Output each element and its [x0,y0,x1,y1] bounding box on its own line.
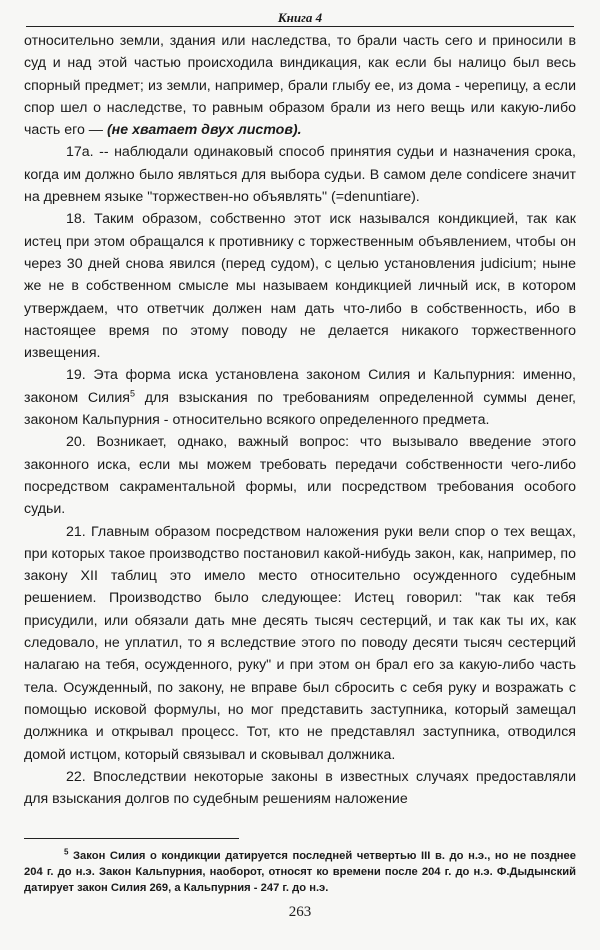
footnote-marker: 5 [64,847,69,857]
paragraph-22: 22. Впоследствии некоторые законы в известных случаях предоставляли для взыскания долгов по судебным решениям наложение [24,768,576,808]
paragraph-text: для взыскания по требованиям определенной суммы денег, законом Кальпурния - относительно всякого определенного предмета. [24,389,576,429]
paragraph-18: 18. Таким образом, собственно этот иск назывался кондикцией, так как истец при этом обращался к противнику с торжественным объявлением, чтобы он через 30 дней снова явился (перед судом), с целью установления judicium; ныне же не в собственном смысле мы называем кондикцией личный иск, в котором утверждаем, что ответчик должен нам дать что-либо в собственность, ибо в настоящее время по этому поводу не делается никакого торжественного извещения. [24,211,576,362]
page-number: 263 [288,904,312,920]
paragraph-text: относительно земли, здания или наследства, то брали часть сего и приносили в суд и над этой частью происходила виндикация, как если бы налицо был весь спорный предмет; из земли, например, брали глыбу ее, из дома - черепицу, а если спор шел о наследстве, то равным образом брали из него вещь или какую-либо часть его — [24,33,576,139]
editorial-note: (не хватает двух листов). [106,122,302,139]
paragraph-20: 20. Возникает, однако, важный вопрос: что вызывало введение этого законного иска, если мы можем требовать передачи собственности чего-либо посредством сакраментальной формы, или посредством требования особого судьи. [24,434,576,518]
header-title: Книга 4 [277,10,323,25]
paragraph-17a: 17а. -- наблюдали одинаковый способ принятия судьи и назначения срока, когда им должно было являться для выбора судьи. В самом деле condicere значит на древнем языке "торжествен-но объявлять" (=denuntiare). [24,144,576,206]
running-header [26,10,574,30]
footnote [24,848,576,896]
main-text [24,30,576,810]
header-rule [26,26,574,27]
footnote-ref: 5 [129,388,135,399]
paragraph-19 [24,364,576,431]
footnote-rule [24,838,239,839]
footnote-text: Закон Силия о кондикции датируется последней четвертью III в. до н.э., но не позднее 204 г. до н.э. Закон Кальпурния, наоборот, относят ко времени после 204 г. до н.э. Ф.Дыдынский датирует закон Силия 269, а Кальпурния - 247 г. до н.э. [24,850,576,894]
paragraph-text: 19. Эта форма иска установлена законом Силия и Кальпурния: именно, законом Силия [24,367,576,406]
paragraph-continuation [24,30,576,141]
paragraph-21: 21. Главным образом посредством наложения руки вели спор о тех вещах, при которых такое производство постановил какой-нибудь закон, как, например, по закону XII таблиц это имело место относительно осужденного судебным решением. Производство было следующее: Истец говорил: "так как тебя присудили, или обязали дать мне десять тысяч сестерций, и так как ты их, как следовало, не уплатил, то я вследствие этого по поводу десяти тысяч сестерций налагаю на тебя, осужденного, руку" и при этом он брал его за какую-либо часть тела. Осужденный, по закону, не вправе был сбросить с себя руку и возражать с помощью исковой формулы, но мог представить заступника, который замещал должника и открывал процесс. Тот, кто не представлял заступника, отводился домой истцом, который связывал и сковывал должника. [24,523,576,763]
